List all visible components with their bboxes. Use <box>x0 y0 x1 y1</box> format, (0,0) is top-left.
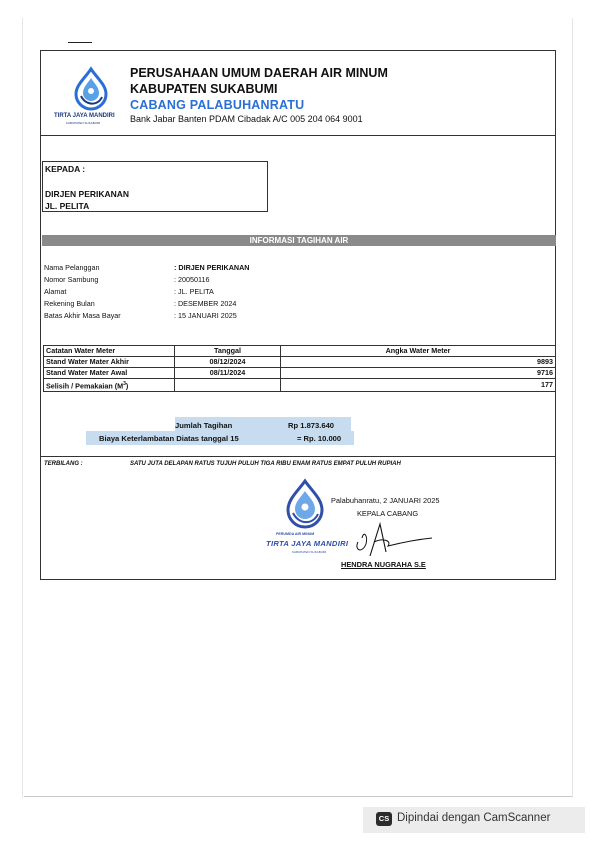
section-title: INFORMASI TAGIHAN AIR <box>249 236 349 245</box>
late-fee-value: = Rp. 10.000 <box>297 434 342 443</box>
usage-label-end: ) <box>125 381 129 391</box>
table-header: Tanggal <box>175 346 281 357</box>
pdam-logo-icon <box>68 66 114 112</box>
handwritten-signature <box>352 520 436 560</box>
table-row <box>44 379 556 392</box>
usage-label: Selisih / Pemakaian (M <box>46 381 124 391</box>
table-row <box>44 368 556 379</box>
scan-edge-bottom <box>24 796 572 797</box>
row-date <box>175 379 281 392</box>
field-value: : DIRJEN PERIKANAN <box>174 263 250 272</box>
recipient-label: KEPADA : <box>45 164 86 174</box>
camscanner-text: Dipindai dengan CamScanner <box>397 812 551 824</box>
header-divider <box>40 135 556 136</box>
usage-unit-sup: 3 <box>123 381 126 387</box>
company-region: KABUPATEN SUKABUMI <box>130 82 278 96</box>
recipient-address: JL. PELITA <box>45 201 90 211</box>
field-value: : 20050116 <box>174 275 210 284</box>
field-label: Nomor Sambung <box>44 275 99 284</box>
scan-edge-left <box>22 18 23 798</box>
field-value: : DESEMBER 2024 <box>174 299 237 308</box>
meter-table <box>43 345 556 392</box>
stamp-top-text: PERUMDA AIR MINUM <box>276 532 315 536</box>
row-date: 08/11/2024 <box>175 368 281 379</box>
row-value: 9893 <box>281 357 556 368</box>
spelled-label: TERBILANG : <box>44 461 83 467</box>
row-label: Stand Water Mater Akhir <box>44 357 175 368</box>
stamp-brand-text: TIRTA JAYA MANDIRI <box>266 539 349 548</box>
field-value: : JL. PELITA <box>174 287 214 296</box>
stamp-sub-text: KABUPATEN SUKABUMI <box>292 550 327 554</box>
table-header: Angka Water Meter <box>281 346 556 357</box>
page-mark <box>68 42 92 43</box>
spelled-amount: SATU JUTA DELAPAN RATUS TUJUH PULUH TIGA RIBU ENAM RATUS EMPAT PULUH RUPIAH <box>130 461 401 467</box>
field-label: Nama Pelanggan <box>44 263 100 272</box>
table-header-row <box>44 346 556 357</box>
recipient-name: DIRJEN PERIKANAN <box>45 189 130 199</box>
company-name: PERUSAHAAN UMUM DAERAH AIR MINUM <box>130 66 388 80</box>
total-label: Jumlah Tagihan <box>175 421 233 430</box>
branch-name: CABANG PALABUHANRATU <box>130 98 305 112</box>
scan-edge-right <box>572 18 573 798</box>
table-header: Catatan Water Meter <box>44 346 175 357</box>
field-label: Rekening Bulan <box>44 299 95 308</box>
row-date: 08/12/2024 <box>175 357 281 368</box>
camscanner-icon: CS <box>376 812 392 826</box>
stamp-logo-icon <box>282 478 328 532</box>
total-value: Rp 1.873.640 <box>288 421 335 430</box>
logo-brand-text: TIRTA JAYA MANDIRI <box>54 113 115 119</box>
row-label-usage <box>44 379 175 392</box>
logo-subtext: KABUPATEN SUKABUMI <box>66 121 101 125</box>
signature-place-date: Palabuhanratu, 2 JANUARI 2025 <box>331 496 440 505</box>
totals-divider <box>40 456 556 457</box>
bank-account: Bank Jabar Banten PDAM Cibadak A/C 005 204 064 9001 <box>130 114 363 124</box>
signatory-name: HENDRA NUGRAHA S.E <box>341 560 426 569</box>
table-row <box>44 357 556 368</box>
row-value: 9716 <box>281 368 556 379</box>
late-fee-label: Biaya Keterlambatan Diatas tanggal 15 <box>99 434 239 443</box>
row-label: Stand Water Mater Awal <box>44 368 175 379</box>
row-value: 177 <box>281 379 556 392</box>
field-value: : 15 JANUARI 2025 <box>174 311 237 320</box>
field-label: Batas Akhir Masa Bayar <box>44 311 121 320</box>
signature-title: KEPALA CABANG <box>357 509 419 518</box>
field-label: Alamat <box>44 287 67 296</box>
